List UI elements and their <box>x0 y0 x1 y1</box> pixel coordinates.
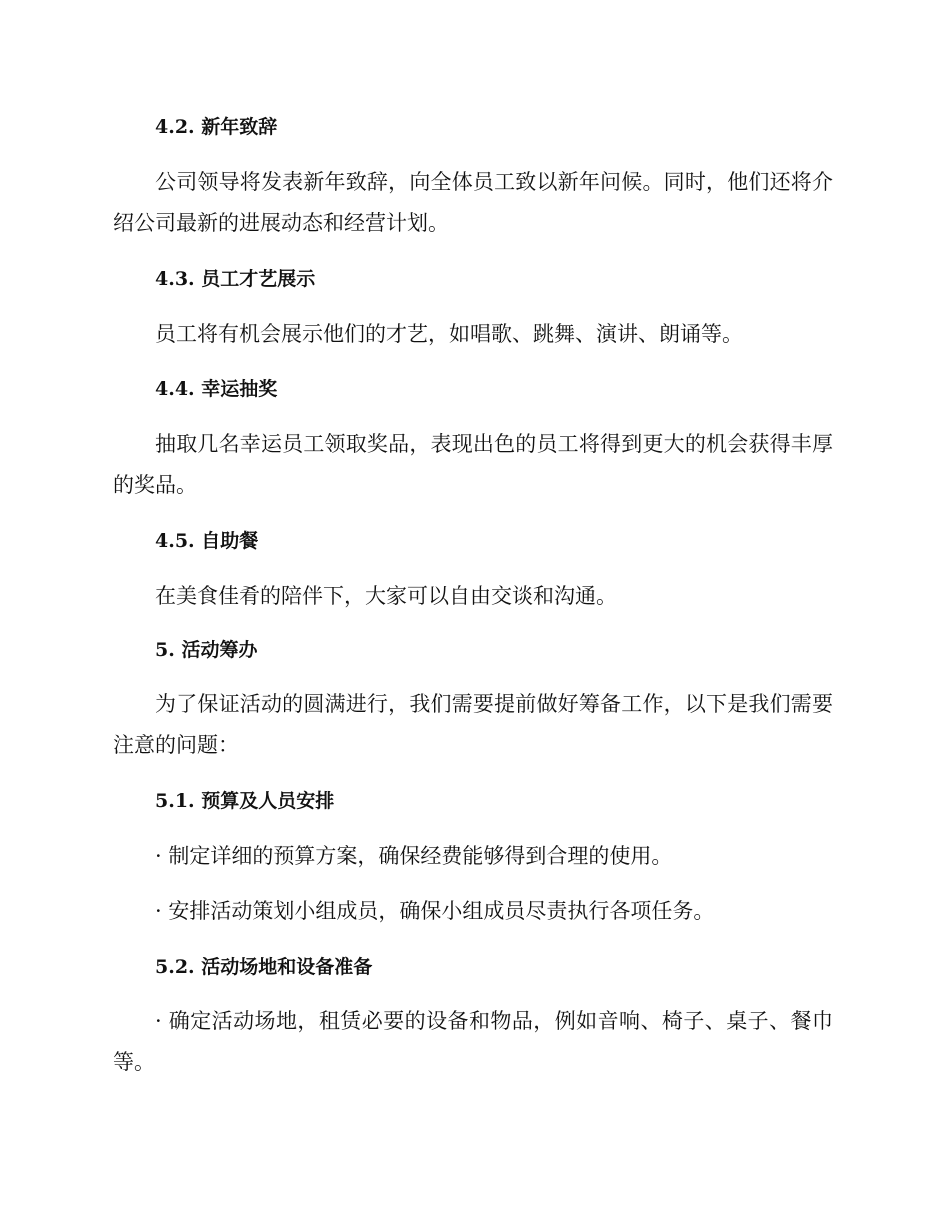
section-body-4-5: 在美食佳肴的陪伴下，大家可以自由交谈和沟通。 <box>155 584 617 608</box>
section-body-4-3: 员工将有机会展示他们的才艺，如唱歌、跳舞、演讲、朗诵等。 <box>155 322 743 346</box>
section-heading-4-3: 4.3. 员工才艺展示 <box>155 268 316 290</box>
list-item-team: · 安排活动策划小组成员，确保小组成员尽责执行各项任务。 <box>155 899 715 923</box>
section-heading-5-2: 5.2. 活动场地和设备准备 <box>155 956 373 978</box>
list-item-budget: · 制定详细的预算方案，确保经费能够得到合理的使用。 <box>155 844 673 868</box>
section-heading-5: 5. 活动筹办 <box>155 639 258 661</box>
section-body-5: 为了保证活动的圆满进行，我们需要提前做好筹备工作，以下是我们需要注意的问题： <box>113 692 833 757</box>
section-heading-5-1: 5.1. 预算及人员安排 <box>155 790 335 812</box>
section-heading-4-2: 4.2. 新年致辞 <box>155 116 278 138</box>
section-body-4-2: 公司领导将发表新年致辞，向全体员工致以新年问候。同时，他们还将介绍公司最新的进展动态和经营计划。 <box>113 170 833 235</box>
section-heading-4-5: 4.5. 自助餐 <box>155 530 259 552</box>
list-item-venue: · 确定活动场地，租赁必要的设备和物品，例如音响、椅子、桌子、餐巾等。 <box>113 1009 833 1074</box>
section-body-4-4: 抽取几名幸运员工领取奖品，表现出色的员工将得到更大的机会获得丰厚的奖品。 <box>113 432 833 497</box>
section-heading-4-4: 4.4. 幸运抽奖 <box>155 378 278 400</box>
